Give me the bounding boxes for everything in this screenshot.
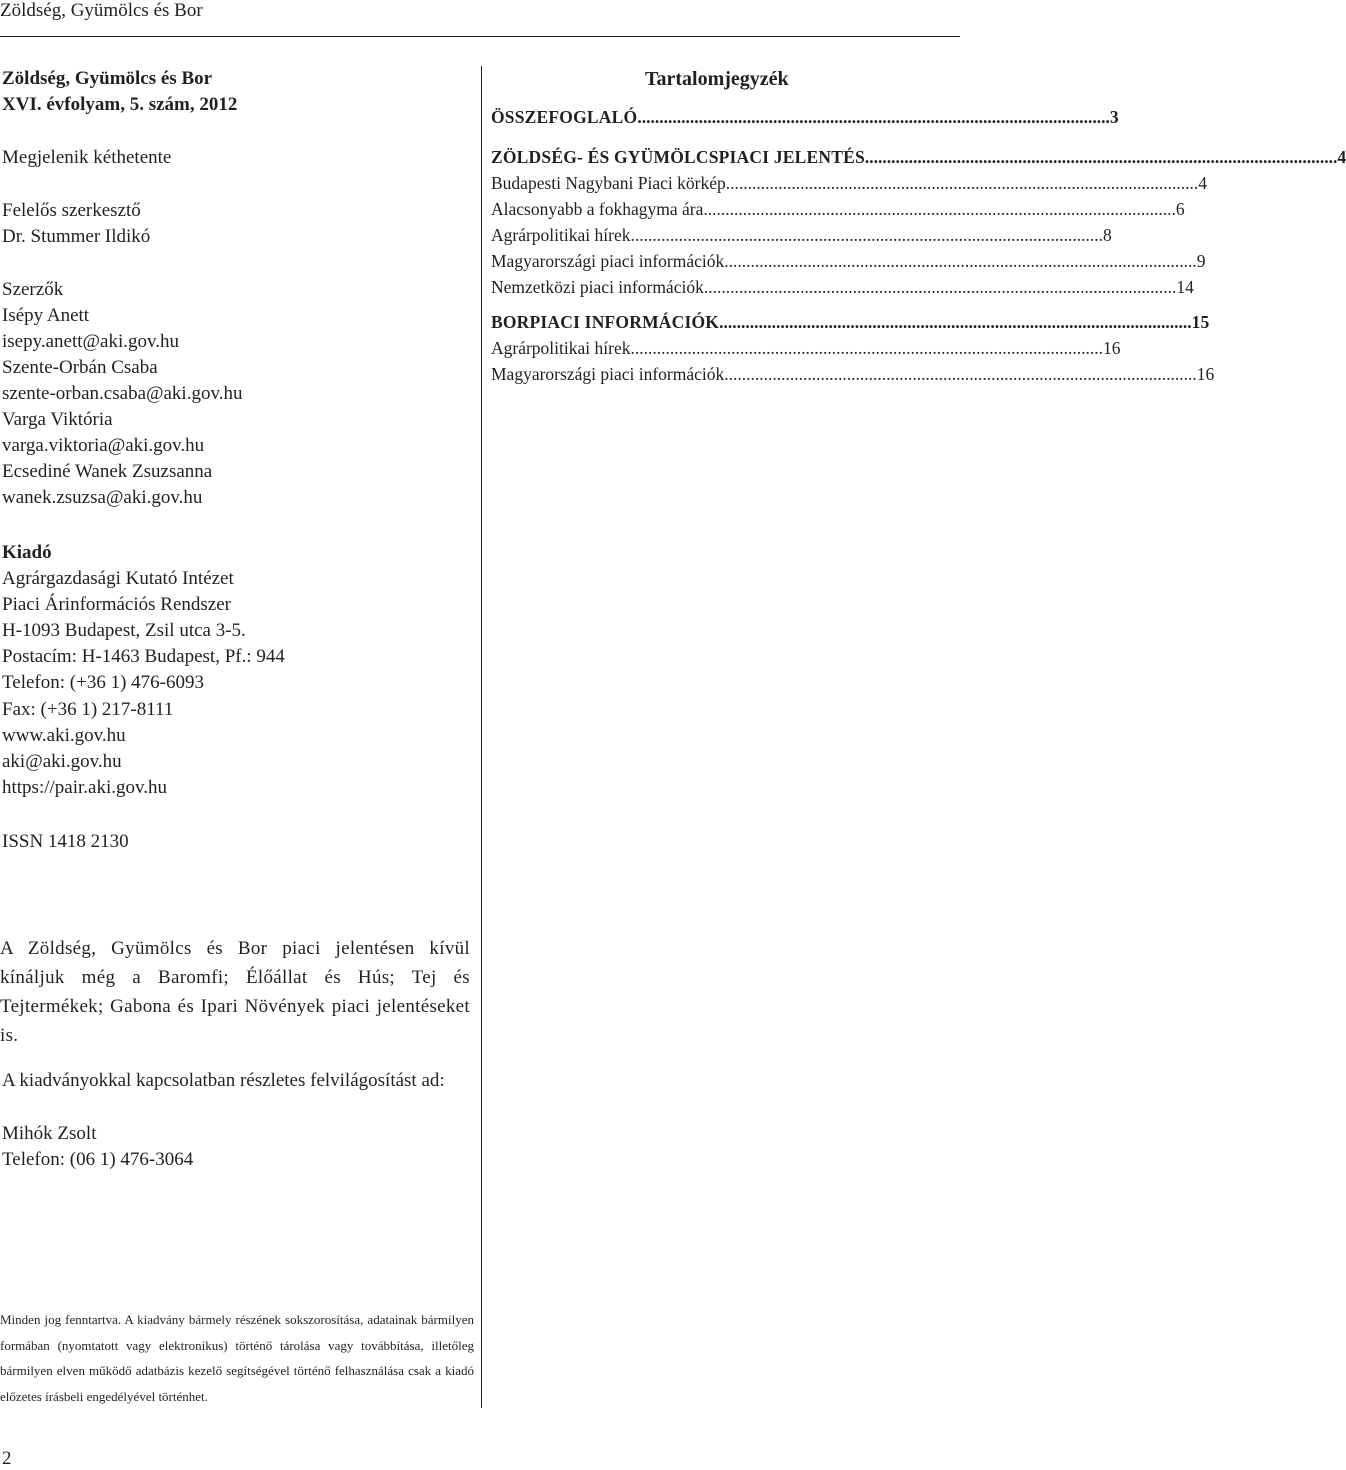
toc-entry-page: 9 — [1196, 251, 1206, 271]
issue-line: XVI. évfolyam, 5. szám, 2012 — [2, 94, 238, 115]
author-line: Szente-Orbán Csaba — [2, 357, 158, 378]
toc-entry-magyarorszagi-piaci[interactable] — [491, 248, 1206, 274]
toc-entry-fokhagyma[interactable] — [491, 196, 1185, 222]
author-line: Varga Viktória — [2, 409, 113, 430]
toc-entry-page: 6 — [1175, 199, 1185, 219]
toc-entry-label: Budapesti Nagybani Piaci körkép — [491, 173, 726, 193]
publisher-line: Piaci Árinformációs Rendszer — [2, 594, 231, 615]
publisher-line: H-1093 Budapest, Zsil utca 3-5. — [2, 620, 246, 641]
column-divider — [481, 66, 482, 1408]
page-number: 2 — [2, 1448, 12, 1469]
author-email[interactable]: isepy.anett@aki.gov.hu — [2, 331, 180, 352]
toc-entry-borpiaci-informaciok[interactable] — [491, 309, 1210, 335]
toc-entry-label: Agrárpolitikai hírek — [491, 225, 631, 245]
toc-dot-leader: ............................................................................................................ — [864, 147, 1338, 167]
toc-entry-label: Magyarországi piaci információk — [491, 251, 725, 271]
publisher-fax: Fax: (+36 1) 217-8111 — [2, 699, 174, 720]
header-divider — [0, 36, 960, 37]
toc-dot-leader: ............................................................................................................ — [703, 199, 1176, 219]
authors-heading: Szerzők — [2, 279, 64, 300]
contact-phone: Telefon: (06 1) 476-3064 — [2, 1149, 194, 1170]
toc-entry-label: BORPIACI INFORMÁCIÓK — [491, 312, 720, 332]
toc-entry-nemzetkozi-piaci[interactable] — [491, 274, 1194, 300]
toc-entry-osszefoglalo[interactable] — [491, 104, 1119, 130]
toc-entry-zoldseg-gyumolcspiaci-jelentes[interactable] — [491, 144, 1346, 170]
contact-name: Mihók Zsolt — [2, 1123, 97, 1144]
toc-dot-leader: ............................................................................................................ — [725, 173, 1199, 193]
running-header: Zöldség, Gyümölcs és Bor — [0, 0, 203, 21]
toc-entry-label: ÖSSZEFOGLALÓ — [491, 107, 638, 127]
toc-entry-label: ZÖLDSÉG- ÉS GYÜMÖLCSPIACI JELENTÉS — [491, 147, 865, 167]
toc-entry-label: Nemzetközi piaci információk — [491, 277, 704, 297]
toc-dot-leader: ............................................................................................................ — [719, 312, 1192, 332]
editor-name: Dr. Stummer Ildikó — [2, 226, 151, 247]
toc-dot-leader: ............................................................................................................ — [630, 338, 1103, 358]
publisher-heading: Kiadó — [2, 542, 52, 563]
toc-entry-page: 4 — [1198, 173, 1207, 193]
publisher-line: Postacím: H-1463 Budapest, Pf.: 944 — [2, 646, 285, 667]
publication-title: Zöldség, Gyümölcs és Bor — [2, 68, 213, 89]
toc-entry-label: Agrárpolitikai hírek — [491, 338, 631, 358]
issn: ISSN 1418 2130 — [2, 831, 129, 852]
toc-entry-agrarpolitikai-hirek[interactable] — [491, 222, 1112, 248]
copyright-notice: Minden jog fenntartva. A kiadvány bármely részének sokszorosítása, adatainak bármilyen formában (nyomtatott vagy elektronikus) történő tárolása vagy továbbítása, illetőleg bármilyen elven működő adatbázis kezelő segítségével történő felhasználása csak a kiadó előzetes írásbeli engedélyével történhet. — [0, 1312, 474, 1404]
toc-entry-label: Magyarországi piaci információk — [491, 364, 725, 384]
toc-entry-bor-magyarorszagi-piaci[interactable] — [491, 361, 1215, 387]
author-email[interactable]: szente-orban.csaba@aki.gov.hu — [2, 383, 243, 404]
toc-dot-leader: ............................................................................................................ — [724, 251, 1197, 271]
publisher-line: Agrárgazdasági Kutató Intézet — [2, 568, 234, 589]
toc-dot-leader: ............................................................................................................ — [630, 225, 1103, 245]
author-email[interactable]: wanek.zsuzsa@aki.gov.hu — [2, 487, 203, 508]
toc-entry-page: 3 — [1109, 107, 1119, 127]
toc-entry-page: 14 — [1176, 277, 1194, 297]
toc-entry-page: 4 — [1337, 147, 1346, 167]
toc-entry-label: Alacsonyabb a fokhagyma ára — [491, 199, 704, 219]
toc-entry-page: 16 — [1196, 364, 1215, 384]
toc-dot-leader: ............................................................................................................ — [724, 364, 1197, 384]
publisher-email[interactable]: aki@aki.gov.hu — [2, 751, 122, 772]
toc-entry-page: 16 — [1102, 338, 1121, 358]
author-line: Isépy Anett — [2, 305, 90, 326]
editor-heading: Felelős szerkesztő — [2, 200, 141, 221]
publisher-portal[interactable]: https://pair.aki.gov.hu — [2, 777, 168, 798]
promo-paragraph: A Zöldség, Gyümölcs és Bor piaci jelentésen kívül kínáljuk még a Baromfi; Élőállat és Hús; Tej és Tejtermékek; Gabona és Ipari Növények piaci jelentéseket is. — [0, 938, 470, 1046]
contact-intro: A kiadványokkal kapcsolatban részletes felvilágosítást ad: — [2, 1070, 445, 1091]
toc-entry-budapesti-nagybani[interactable] — [491, 170, 1207, 196]
author-email[interactable]: varga.viktoria@aki.gov.hu — [2, 435, 205, 456]
toc-entry-bor-agrarpolitikai-hirek[interactable] — [491, 335, 1121, 361]
toc-title: Tartalomjegyzék — [645, 68, 789, 90]
toc-dot-leader: ............................................................................................................ — [637, 107, 1110, 127]
toc-list — [491, 104, 1346, 387]
toc-entry-page: 8 — [1102, 225, 1112, 245]
frequency-line: Megjelenik kéthetente — [2, 147, 172, 168]
author-line: Ecsediné Wanek Zsuzsanna — [2, 461, 213, 482]
toc-dot-leader: ............................................................................................................ — [703, 277, 1177, 297]
publisher-phone: Telefon: (+36 1) 476-6093 — [2, 672, 204, 693]
toc-entry-page: 15 — [1191, 312, 1210, 332]
publisher-website[interactable]: www.aki.gov.hu — [2, 725, 126, 746]
